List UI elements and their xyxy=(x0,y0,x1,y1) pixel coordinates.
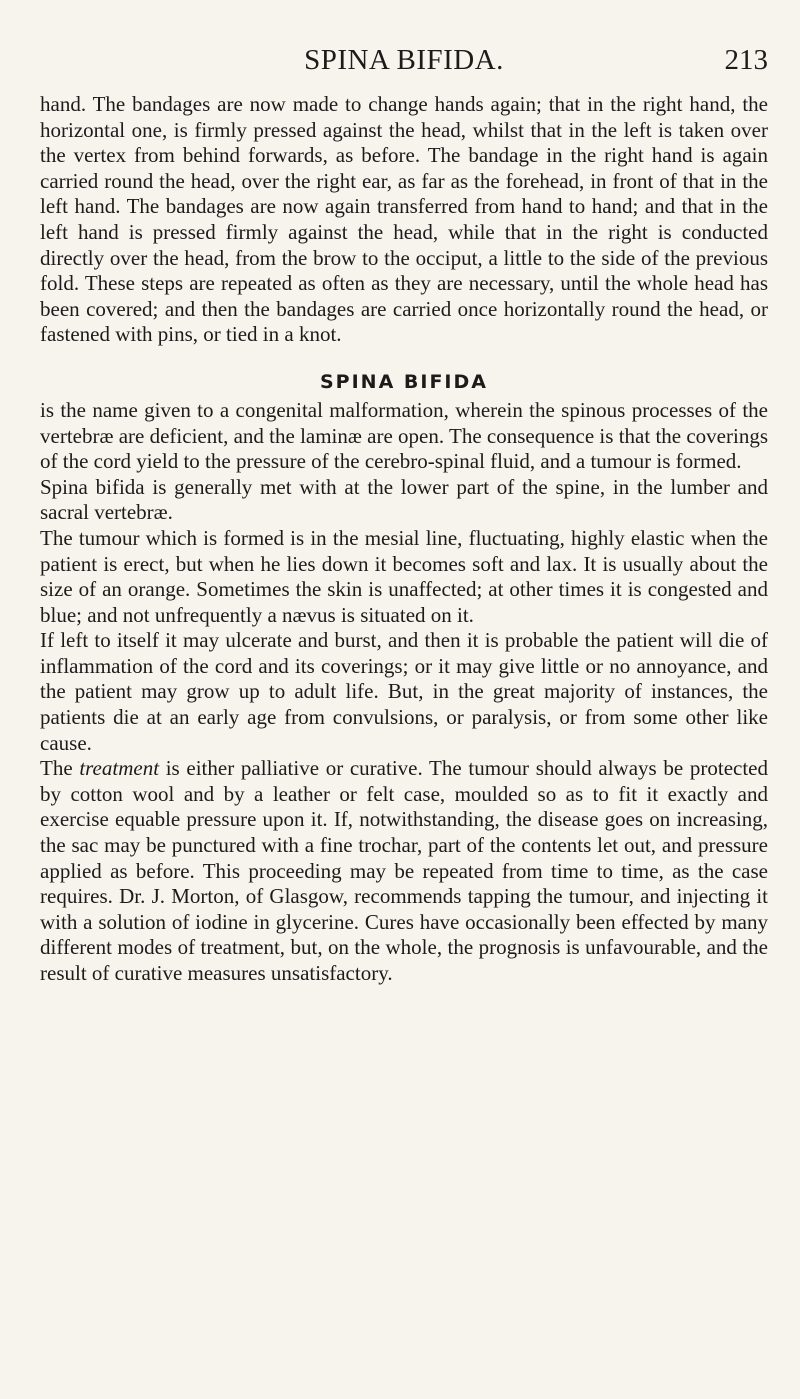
section-heading: SPINA BIFIDA xyxy=(320,370,488,393)
paragraph-treatment xyxy=(40,756,768,986)
running-title: SPINA BIFIDA. xyxy=(304,44,504,76)
paragraph-definition: is the name given to a congenital malformation, wherein the spinous processes of the vertebræ are deficient, and the laminæ are open. The consequence is that the coverings of the cord yield to the pressure of the cerebro-spinal fluid, and a tumour is formed. xyxy=(40,397,768,474)
paragraph-tumour-description: The tumour which is formed is in the mesial line, fluctuating, highly elastic when the patient is erect, but when he lies down it becomes soft and lax. It is usually about the size of an orange. Sometimes the skin is unaffected; at other times it is congested and blue; and not unfrequently a nævus is situated on it. xyxy=(40,525,768,627)
treatment-emphasis: treatment xyxy=(79,756,160,781)
paragraph-prognosis: If left to itself it may ulcerate and burst, and then it is probable the patient will die of inflammation of the cord and its coverings; or it may give little or no annoyance, and the patient may grow up to adult life. But, in the great majority of instances, the patients die at an early age from convulsions, or paralysis, or from some other like cause. xyxy=(40,628,768,755)
paragraph-bandage-continuation: hand. The bandages are now made to change hands again; that in the right hand, the horizontal one, is firmly pressed against the head, whilst that in the left is taken over the vertex from behind forwards, as before. The bandage in the right hand is again carried round the head, over the right ear, as far as the forehead, in front of that in the left hand. The bandages are now again transferred from hand to hand; and that in the left hand is pressed firmly against the head, while that in the right is conducted directly over the head, from the brow to the occiput, a little to the side of the previous fold. These steps are repeated as often as they are necessary, until the whole head has been covered; and then the bandages are carried once horizontally round the head, or fastened with pins, or tied in a knot. xyxy=(40,92,768,347)
treatment-intro: The xyxy=(40,756,80,781)
running-header xyxy=(40,40,768,80)
paragraph-location: Spina bifida is generally met with at the lower part of the spine, in the lumber and sacral vertebræ. xyxy=(40,474,768,525)
treatment-text: is either palliative or curative. The tumour should always be protected by cotton wool and by a leather or felt case, moulded so as to fit it exactly and exercise equable pressure upon it. If, notwithstanding, the disease goes on increasing, the sac may be punctured with a fine trochar, part of the contents let out, and pressure applied as before. This proceeding may be repeated from time to time, as the case requires. Dr. J. Morton, of Glasgow, recommends tapping the tumour, and injecting it with a solution of iodine in glycerine. Cures have occasionally been effected by many different modes of treatment, but, on the whole, the prognosis is unfavourable, and the result of curative measures unsatisfactory. xyxy=(40,756,768,985)
page-number: 213 xyxy=(724,44,768,76)
body-text xyxy=(40,92,768,987)
